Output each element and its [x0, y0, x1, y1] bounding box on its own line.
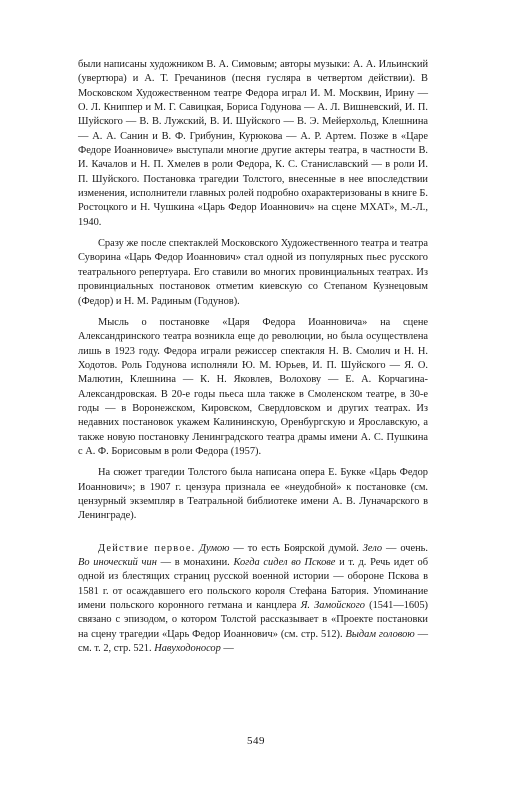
text-segment: — см. т. 2, стр. 521.: [78, 628, 428, 655]
page-body: [78, 58, 428, 656]
text-segment: — то есть Боярской думой.: [229, 542, 363, 554]
paragraph-alexandrinsky-theatre: [78, 316, 428, 459]
text-segment: На сюжет трагедии Толстого была написана опера Е. Букке «Царь Федор Иоаннович»; в 1907 г. цензура признала ее «неудобной» к постановке (см. цензурный экземпляр в Театральной библиотеке имени А. В. Луначарского в Ленинграде).: [78, 467, 428, 522]
text-segment: — очень.: [382, 542, 428, 554]
text-segment: были написаны художником В. А. Симовым; авторы музыки: А. А. Ильинский (увертюра) и А. Т. Гречанинов (песня гусляра в четвертом действии). В Московском Художественном театре Федора играл И. М. Москвин, Ирину — О. Л. Книппер и М. Г. Савицкая, Бориса Годунова — А. Л. Вишневский, И. П. Шуйского — В. В. Лужский, В. И. Шуйского — В. Э. Мейерхольд, Клешнина — А. А. Санин и В. Ф. Грибунин, Курюкова — А. Р. Артем. Позже в «Царе Федоре Иоанновиче» выступали многие другие актеры театра, в частности В. И. Качалов и Н. П. Хмелев в роли Федора, К. С. Станиславский — в роли И. П. Шуйского. Постановка трагедии Толстого, внесенные в нее впоследствии изменения, исполнители главных ролей подробно охарактеризованы в книге Б. Ростоцкого и Н. Чушкина «Царь Федор Иоаннович» на сцене МХАТ», М.-Л., 1940.: [78, 59, 428, 228]
text-segment: Когда сидел во Пскове: [233, 557, 336, 568]
text-segment: Навуходоносор: [154, 643, 221, 655]
text-segment: Действие первое.: [98, 542, 196, 554]
paragraph-production-details: [78, 58, 428, 230]
text-segment: Зело: [362, 542, 383, 554]
text-segment: Сразу же после спектаклей Московского Художественного театра и театра Суворина «Царь Федор Иоаннович» стал одной из популярных пьес русского театрального репертуара. Его ставили во многих провинциальных театрах. Из провинциальных постановок отметим киевскую со Степаном Кузнецовым (Федор) и Н. М. Радиным (Годунов).: [78, 238, 428, 307]
text-segment: Думою: [199, 542, 230, 554]
text-segment: Во иноческий чин: [78, 557, 157, 568]
text-segment: Выдам головою: [345, 628, 415, 640]
text-segment: (1541—1605) связано с эпизодом, о котором Толстой рассказывает в «Проекте постановки на сцену трагедии «Царь Федор Иоаннович» (см. стр. 512).: [78, 600, 428, 640]
text-segment: —: [220, 643, 234, 655]
page-number: 549: [247, 735, 265, 747]
paragraph-repertoire: [78, 237, 428, 309]
text-segment: Я. Замойского: [300, 600, 365, 612]
paragraph-opera: [78, 466, 428, 523]
text-segment: и т. д. Речь идет об одной из блестящих страниц русской военной истории — обороне Пскова в 1581 г. от осаждавшего его польского короля Стефана Батория. Упоминание имени польского коронного гетмана и канцлера: [78, 557, 428, 612]
paragraph-commentary-act-one: [78, 542, 428, 657]
text-segment: Мысль о постановке «Царя Федора Иоанновича» на сцене Александринского театра возникла еще до революции, но была осуществлена лишь в 1923 году. Федора играли режиссер спектакля Н. В. Смолич и Н. Н. Ходотов. Роль Годунова исполняли Ю. М. Юрьев, И. П. Шуйского — Я. О. Малютин, Клешнина — К. Н. Яковлев, Волохову — Е. А. Корчагина-Александровская. В 20-е годы пьеса шла также в Смоленском театре, в 30-е годы — в Воронежском, Кировском, Свердловском и других театрах. Из недавних постановок укажем Калининскую, Оренбургскую и Ярославскую, а также новую постановку Ленинградского театра драмы имени А. С. Пушкина с А. Ф. Борисовым в роли Федора (1957).: [78, 316, 428, 457]
text-segment: — в монахини.: [156, 557, 234, 568]
